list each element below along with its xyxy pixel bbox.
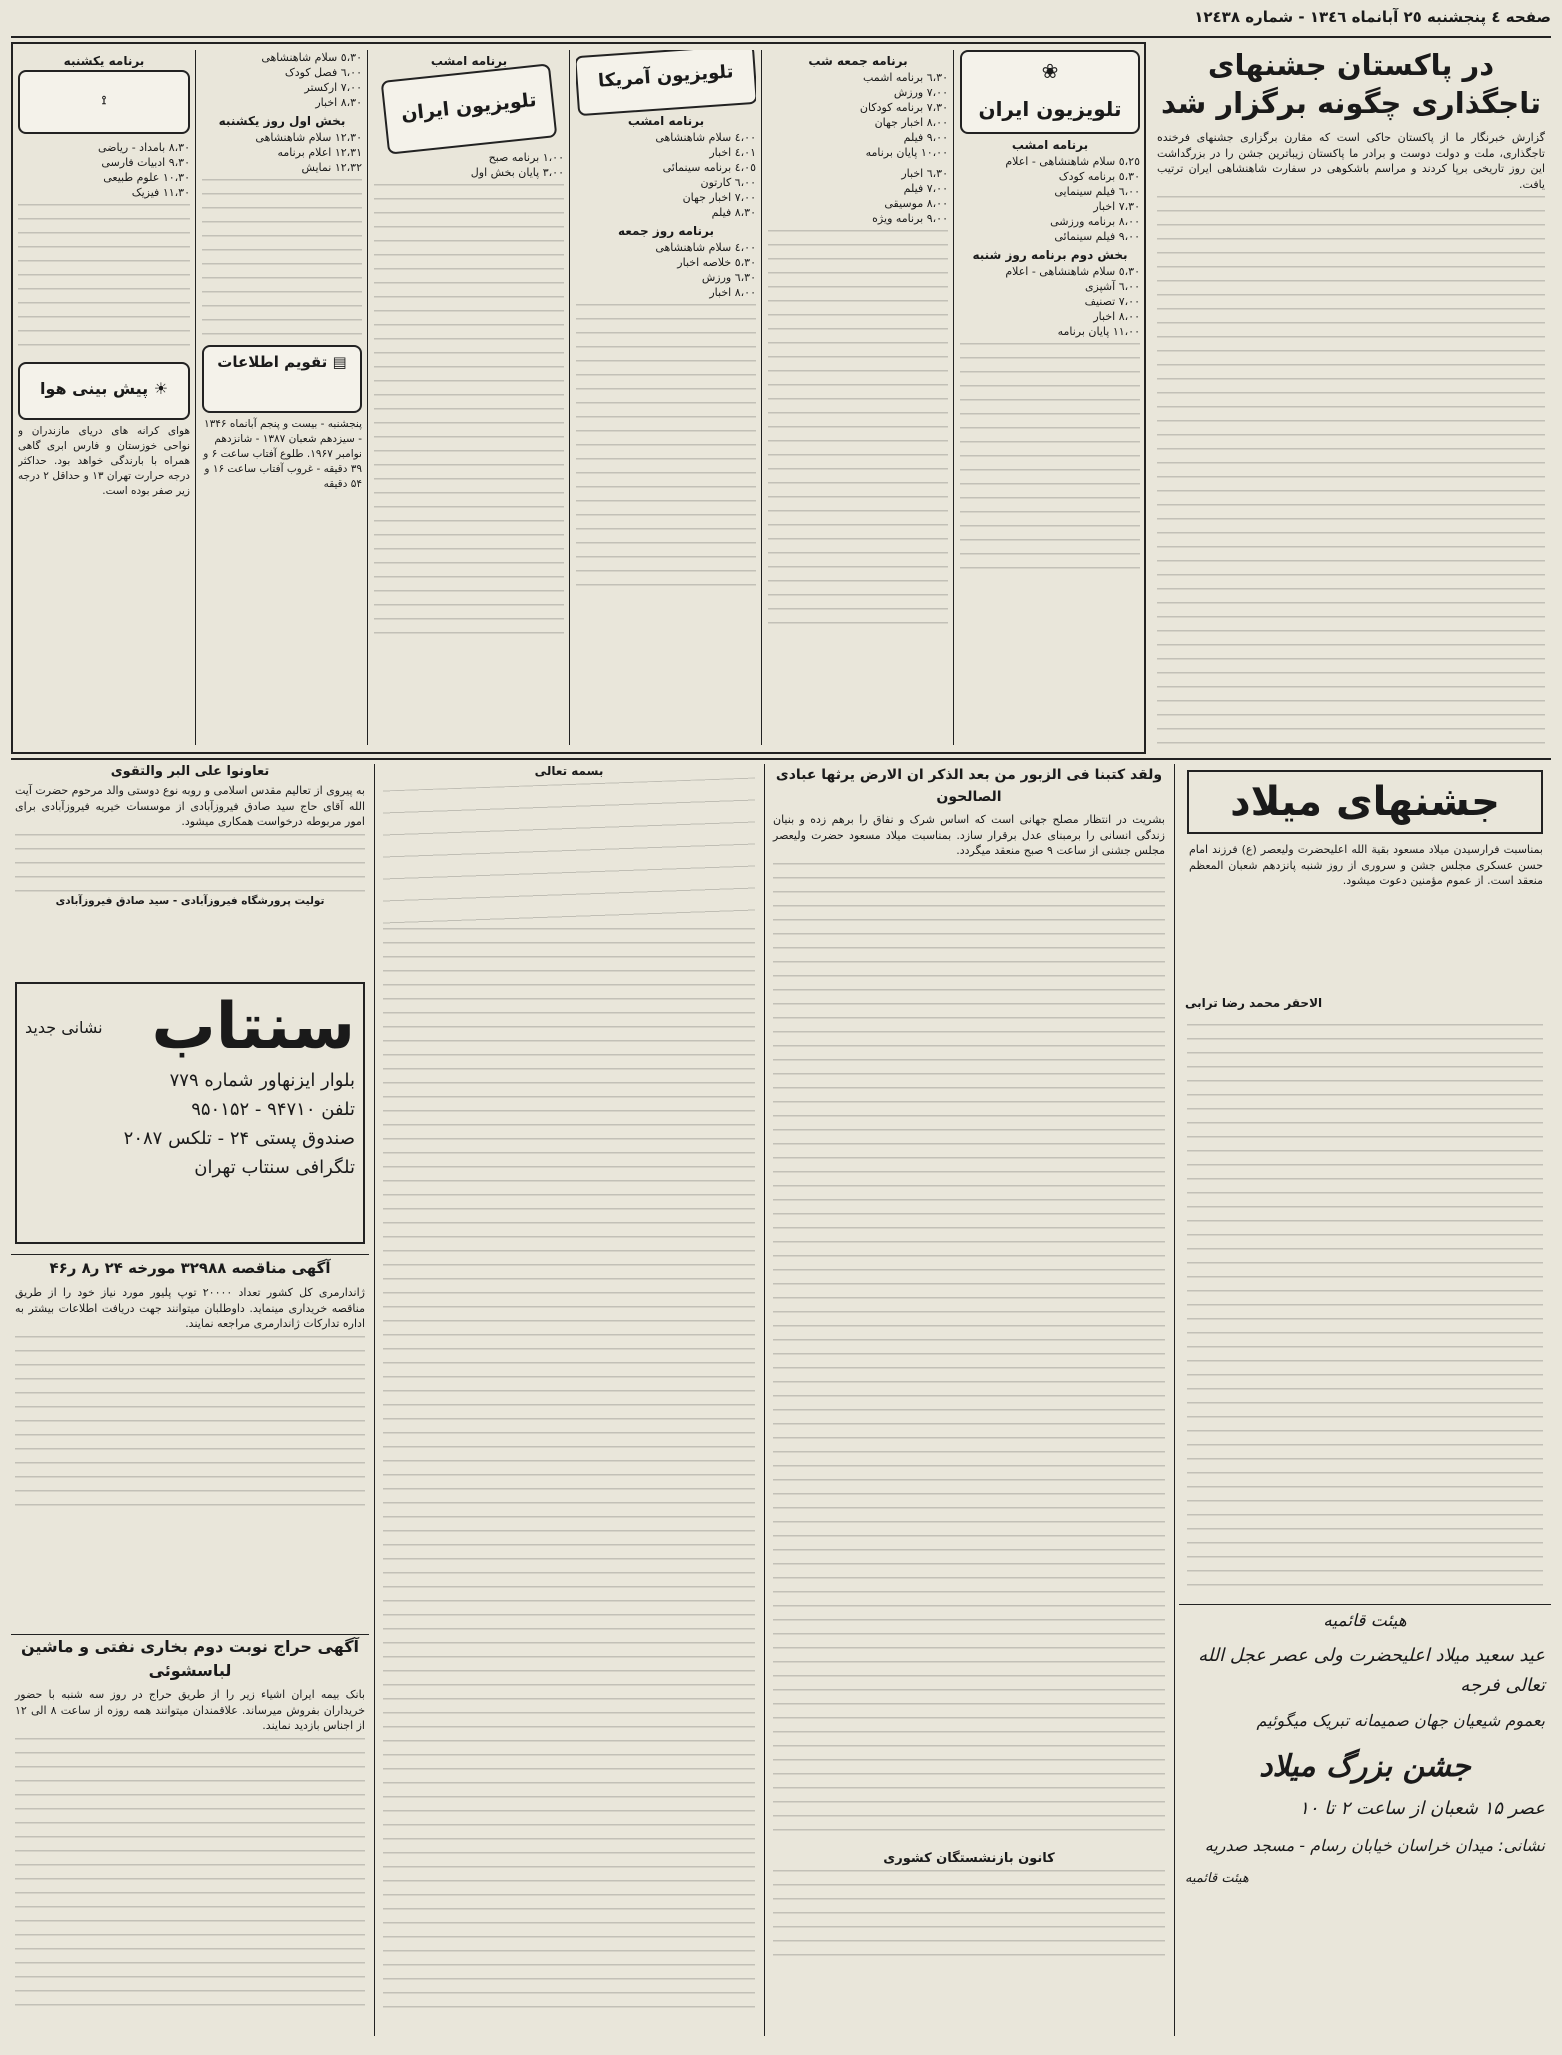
- tv-item: ٦،٣٠ برنامه اشمب: [862, 71, 948, 84]
- milad-title: جشنهای میلاد: [1230, 779, 1500, 825]
- tv-column-6: [18, 50, 190, 745]
- hayat-line-5: نشانی: میدان خراسان خیابان رسام - مسجد صدریه: [1204, 1836, 1545, 1855]
- sentab-phone: تلفن ۹۴۷۱۰ - ۹۵۰۱۵۲: [191, 1099, 355, 1120]
- tv-item: ٥،٣٠ برنامه کودک: [1058, 170, 1140, 183]
- tv-list-text-lines: [18, 204, 190, 354]
- tv-item: ١٢،٣٠ سلام شاهنشاهی: [255, 131, 362, 144]
- tonight-title-4: برنامه امشب: [430, 54, 508, 68]
- tv-column-2: [768, 50, 948, 745]
- auction-text-lines: [15, 1738, 365, 2018]
- iran-tv-logo: [960, 50, 1140, 134]
- tv-item: ٥،٣٠ خلاصه اخبار: [677, 256, 756, 269]
- tv-item: ١٠،٠٠ پایان برنامه: [865, 146, 948, 159]
- page-label: صفحه ٤: [1491, 8, 1551, 26]
- tender-body: ژاندارمری کل کشور تعداد ۲۰۰۰۰ توپ پلیور مورد نیاز خود را از طریق مناقصه خریداری مینماید. داوطلبان میتوانند جهت دریافت اطلاعات بیشتر به اداره تدارکات ژاندارمری مراجعه نمایند.: [15, 1286, 365, 1330]
- sunday-title: برنامه یکشنبه: [63, 54, 145, 68]
- tv-item: ١٠،٣٠ علوم طبیعی: [103, 171, 190, 184]
- sentab-pobox: صندوق پستی ۲۴ - تلکس ۲۰۸۷: [123, 1128, 355, 1149]
- letter-column: [379, 764, 759, 2036]
- tv-item: ١١،٣٠ فیزیک: [131, 186, 190, 199]
- pakistan-headline: در پاکستان جشنهای تاجگذاری چگونه برگزار شد: [1161, 48, 1541, 120]
- tv-item: ٤،٠٥ برنامه سینمائی: [662, 161, 756, 174]
- auction-ad: [11, 1634, 369, 2034]
- tv-item: ٨،٣٠ بامداد - ریاضی: [97, 141, 190, 154]
- top-rule: [11, 36, 1551, 38]
- tv-item: ١٢،٣٢ نمایش: [301, 161, 362, 174]
- tv-list-4-head: [374, 150, 564, 180]
- ayah-column: [769, 764, 1169, 2036]
- bismillah-title: بسمه تعالی: [534, 764, 604, 778]
- sentab-telegraph: تلگرافی سنتاب تهران: [194, 1157, 355, 1178]
- sentab-address: بلوار ایزنهاور شماره ۷۷۹: [169, 1070, 355, 1091]
- sentab-ad: [15, 982, 365, 1244]
- tv-list-text-lines: [768, 230, 948, 630]
- tv-item: ٤،٠٠ سلام شاهنشاهی: [655, 131, 756, 144]
- america-tv-logo: [576, 50, 756, 116]
- hayat-line-3: جشن بزرگ میلاد: [1259, 1749, 1471, 1784]
- hayat-title: هیئت قائمیه: [1323, 1611, 1407, 1631]
- tv-subtitle-2: برنامه جمعه شب: [808, 54, 908, 68]
- pakistan-article: [1151, 42, 1551, 754]
- retirees-title: کانون بازنشستگان کشوری: [883, 1850, 1055, 1866]
- tv-list-text-lines: [960, 343, 1140, 573]
- taavono-title: تعاونوا علی البر والتقوی: [110, 764, 270, 779]
- taavono-signature: تولیت پرورشگاه فیروزآبادی - سید صادق فیروزآبادی: [55, 894, 325, 907]
- tv-item: ٨،٠٠ برنامه ورزشی: [1050, 215, 1140, 228]
- retirees-text-lines: [773, 1870, 1165, 1960]
- tv-list-1b: [960, 264, 1140, 339]
- tender-ad: [11, 1254, 369, 1624]
- tv-item: ٨،٣٠ فیلم: [711, 206, 756, 219]
- iran-tv-logo-2: [381, 63, 558, 154]
- tv-item: ٩،٠٠ فیلم: [903, 131, 948, 144]
- tv-item: ٦،٠٠ آشپزی: [1084, 280, 1140, 293]
- tv-list-3: [576, 130, 756, 220]
- tv-list-3b: [576, 240, 756, 300]
- tv-item: ٨،٠٠ اخبار جهان: [874, 116, 948, 129]
- taavono-ad: [11, 764, 369, 974]
- tv-item: ٧،٠٠ ورزش: [893, 86, 948, 99]
- tv-column-1: [960, 50, 1140, 745]
- antenna-icon: ⟟: [101, 93, 107, 107]
- tv-item: ٣،٠٠ پایان بخش اول: [470, 166, 564, 179]
- sentab-name: سنتاب: [151, 990, 355, 1064]
- iran-tv-logo-text: تلویزیون ایران: [400, 88, 538, 126]
- tv-list-5b: [202, 130, 362, 175]
- tv-column-4: [374, 50, 564, 745]
- tv-item: ١٢،٣١ اعلام برنامه: [277, 146, 362, 159]
- ads-column: [11, 764, 369, 2036]
- masthead: [1131, 8, 1551, 34]
- taavono-body: به پیروی از تعالیم مقدس اسلامی و روبه نوع دوستی والد مرحوم حضرت آیت الله آقای حاج سید صادق فیروزآبادی از موسسات خیریه فیروزآبادی برای امور مربوطه درخواست همکاری میشود.: [15, 784, 365, 828]
- ayah-body: بشریت در انتظار مصلح جهانی است که اساس شرک و نفاق را برهم زده و بنیان زندگی انسانی را برمبنای عدل برقرار سازد. بمناسبت میلاد مسعود حضرت ولیعصر مجلس جشنی از ساعت ۹ صبح منعقد میگردد.: [773, 813, 1165, 857]
- tender-text-lines: [15, 1336, 365, 1516]
- milad-column: [1179, 764, 1551, 2036]
- tv-item: ١١،٠٠ پایان برنامه: [1057, 325, 1140, 338]
- tv-list-2: [768, 70, 948, 160]
- ayah-title: ولقد کتبنا فی الزبور من بعد الذکر ان الارض یرثها عبادی الصالحون: [775, 767, 1163, 805]
- tv-subtitle-3: برنامه روز جمعه: [617, 224, 715, 238]
- sun-icon: ☀: [153, 379, 169, 398]
- tv-item: ٧،٠٠ تصنیف: [1084, 295, 1140, 308]
- tv-item: ٨،٣٠ اخبار: [315, 96, 362, 109]
- hayat-ad: [1179, 1604, 1551, 2034]
- tv-list-6: [18, 140, 190, 200]
- tv-subtitle-1: بخش دوم برنامه روز شنبه: [972, 248, 1128, 262]
- milad-notices-text-lines: [1187, 1024, 1543, 1594]
- auction-title: آگهی حراج نوبت دوم بخاری نفتی و ماشین لباسشوئی: [20, 1637, 360, 1680]
- hayat-signature: هیئت قائمیه: [1185, 1871, 1249, 1886]
- tv-list-2b: [768, 166, 948, 226]
- pakistan-body: گزارش خبرنگار ما از پاکستان حاکی است که مقارن برگزاری جشنهای فرخنده تاجگذاری، ملت و دولت دوست و برادر ما پاکستان زیباترین جشن را در بزرگداشت این روز تاریخی برپا کردند و مراسم باشکوهی در سفارت شاهنشاهی ایران ترتیب یافت.: [1157, 131, 1545, 191]
- tv-item: ٦،٠٠ فیلم سینمایی: [1054, 185, 1140, 198]
- tv-list-1: [960, 154, 1140, 244]
- newspaper-page: [11, 8, 1551, 2038]
- weather-body: هوای کرانه های دریای مازندران و نواحی خوزستان و فارس ابری گاهی همراه با بارندگی خواهد بود. حداکثر درجه حرارت تهران ۱۳ و حداقل ۲ درجه زیر صفر بوده است.: [18, 425, 190, 497]
- pakistan-body-text-lines: [1157, 196, 1545, 754]
- auction-body: بانک بیمه ایران اشیاء زیر را از طریق حراج در روز سه شنبه با حضور خریداران بفروش میرساند. علاقمندان میتوانند همه روزه از ساعت ۸ الی ۱۲ از اجناس بازدید نمایند.: [15, 1688, 365, 1732]
- tv-item: ٨،٠٠ موسیقی: [884, 197, 948, 210]
- issue-date: پنجشنبه ٢٥ آبانماه ١٣٤٦ - شماره ١٢٤٣٨: [1194, 8, 1487, 26]
- tv-item: ٤،٠١ اخبار: [709, 146, 756, 159]
- tv-item: ٦،٠٠ کارتون: [700, 176, 756, 189]
- milad-body: بمناسبت فرارسیدن میلاد مسعود بقیة الله اعلیحضرت ولیعصر (ع) فرزند امام حسن عسکری مجلس جشن و سروری از روز شنبه پانزدهم شعبان المعظم منعقد است. از عموم مؤمنین دعوت میشود.: [1189, 843, 1543, 887]
- tv-subtitle-5: بخش اول روز یکشنبه: [218, 114, 346, 128]
- tv-item: ١،٠٠ برنامه صبح: [488, 151, 564, 164]
- letter-column-text-lines: [383, 928, 755, 2008]
- tv-item: ٥،٣٠ سلام شاهنشاهی: [261, 51, 362, 64]
- tv-item: ٤،٠٠ سلام شاهنشاهی: [655, 241, 756, 254]
- calendar-logo: [202, 345, 362, 413]
- hayat-line-1: عید سعید میلاد اعلیحضرت ولی عصر عجل الله تعالی فرجه: [1198, 1645, 1545, 1696]
- sentab-new-address-label: نشانی جدید: [25, 1017, 103, 1037]
- tv-list-text-lines: [374, 184, 564, 644]
- tonight-title-1: برنامه امشب: [1011, 138, 1089, 152]
- tv-list-text-lines: [576, 304, 756, 594]
- tonight-title-3: برنامه امشب: [627, 114, 705, 128]
- tv-column-5: [202, 50, 362, 745]
- tv-item: ٦،٣٠ ورزش: [701, 271, 756, 284]
- tv-list-text-lines: [202, 179, 362, 339]
- calendar-logo-text: تقویم اطلاعات: [217, 353, 328, 371]
- milad-title-box: [1187, 770, 1543, 834]
- taavono-text-lines: [15, 834, 365, 894]
- tv-schedule-box: [11, 42, 1146, 754]
- handwritten-letter: [383, 778, 755, 931]
- tv-item: ٥،٢٥ سلام شاهنشاهی - اعلام: [1005, 155, 1140, 168]
- calendar-icon: ▤: [332, 353, 347, 371]
- tv-item: ٥،٣٠ سلام شاهنشاهی - اعلام: [1005, 265, 1140, 278]
- tv-logo-icon: ❀: [1041, 59, 1059, 83]
- milad-notices: [1187, 1024, 1543, 1594]
- hayat-line-4: عصر ۱۵ شعبان از ساعت ۲ تا ۱۰: [1299, 1798, 1545, 1819]
- tv-list-5: [202, 50, 362, 110]
- education-tv-logo: [18, 70, 190, 134]
- calendar-body: پنجشنبه - بیست و پنجم آبانماه ۱۳۴۶ - سیزدهم شعبان ۱۳۸۷ - شانزدهم نوامبر ۱۹۶۷. طلوع آفتاب ساعت ۶ و ۳۹ دقیقه - غروب آفتاب ساعت ۱۶ و ۵۴ دقیقه: [203, 418, 362, 490]
- tv-item: ٩،٠٠ فیلم سینمائی: [1054, 230, 1140, 243]
- hayat-line-2: بعموم شیعیان جهان صمیمانه تبریک میگوئیم: [1256, 1711, 1545, 1730]
- tv-item: ٧،٣٠ اخبار: [1093, 200, 1140, 213]
- tv-item: ٧،٠٠ فیلم: [903, 182, 948, 195]
- america-tv-logo-text: تلویزیون آمریکا: [597, 61, 735, 92]
- milad-signature: الاحقر محمد رضا ترابی: [1185, 996, 1323, 1010]
- tv-item: ٨،٠٠ اخبار: [709, 286, 756, 299]
- tv-item: ٧،٣٠ برنامه کودکان: [859, 101, 948, 114]
- tv-item: ٧،٠٠ اخبار جهان: [682, 191, 756, 204]
- weather-logo: [18, 362, 190, 420]
- iran-tv-logo-text: تلویزیون ایران: [978, 97, 1122, 121]
- tv-item: ٦،٣٠ اخبار: [901, 167, 948, 180]
- tender-title: آگهی مناقصه ۳۲۹۸۸ مورخه ۲۴ ر۸ ر۴۶: [49, 1259, 331, 1277]
- tv-item: ٦،٠٠ فصل کودک: [284, 66, 362, 79]
- tv-item: ٩،٠٠ برنامه ویژه: [872, 212, 948, 225]
- tv-item: ٧،٠٠ ارکستر: [304, 81, 362, 94]
- tv-item: ٨،٠٠ اخبار: [1093, 310, 1140, 323]
- tv-column-3: [576, 50, 756, 745]
- weather-logo-text: پیش بینی هوا: [39, 379, 149, 398]
- tv-item: ٩،٣٠ ادبیات فارسی: [101, 156, 190, 169]
- ayah-notices-text-lines: [773, 863, 1165, 1843]
